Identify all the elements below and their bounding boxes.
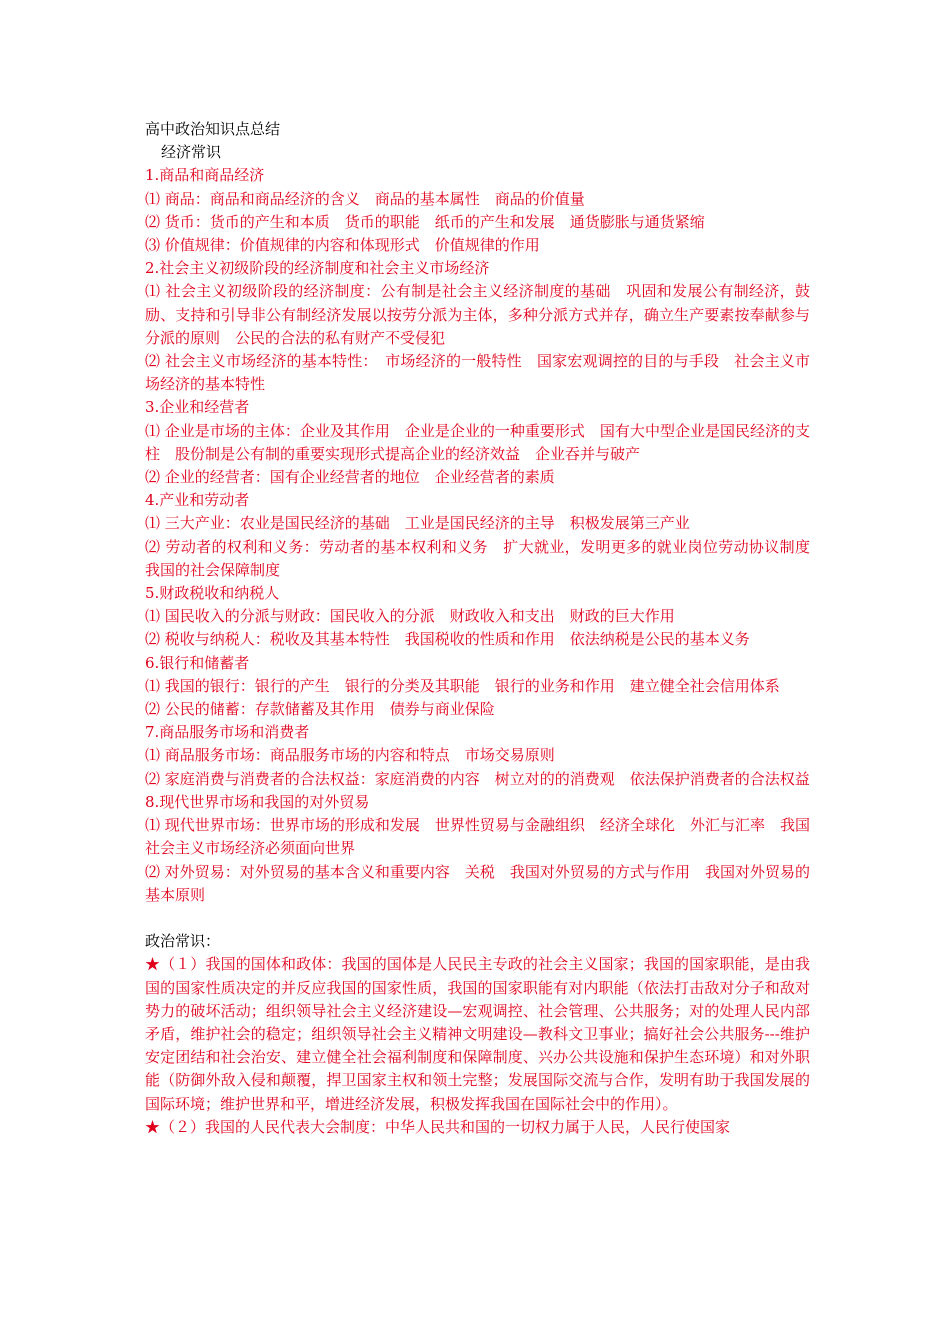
section-item: ⑶ 价值规律：价值规律的内容和体现形式 价值规律的作用 bbox=[145, 236, 540, 255]
document-page bbox=[145, 118, 826, 1139]
section-item: ⑵ 劳动者的权利和义务：劳动者的基本权利和义务 扩大就业，发明更多的就业岗位劳动协议制度 我国的社会保障制度 bbox=[145, 537, 826, 579]
economics-section-6 bbox=[145, 652, 810, 722]
section-heading: 6.银行和储蓄者 bbox=[145, 653, 250, 672]
economics-section-3 bbox=[145, 396, 810, 489]
economics-section-5 bbox=[145, 582, 810, 652]
economics-section-4 bbox=[145, 489, 826, 582]
section-item: ⑴ 现代世界市场：世界市场的形成和发展 世界性贸易与金融组织 经济全球化 外汇与汇率 我国社会主义市场经济必须面向世界 bbox=[145, 816, 810, 858]
section-item: ⑵ 对外贸易：对外贸易的基本含义和重要内容 关税 我国对外贸易的方式与作用 我国对外贸易的基本原则 bbox=[145, 862, 810, 904]
economics-section-2 bbox=[145, 257, 810, 396]
section-item: ⑴ 商品服务市场：商品服务市场的内容和特点 市场交易原则 bbox=[145, 746, 555, 765]
section-heading: 1.商品和商品经济 bbox=[145, 166, 265, 185]
section-item: ⑵ 公民的储蓄：存款储蓄及其作用 债券与商业保险 bbox=[145, 700, 495, 719]
economics-section-7 bbox=[145, 721, 810, 791]
section-heading: 8.现代世界市场和我国的对外贸易 bbox=[145, 792, 370, 811]
section-item: ⑵ 货币：货币的产生和本质 货币的职能 纸币的产生和发展 通货膨胀与通货紧缩 bbox=[145, 212, 705, 231]
section-item: ⑴ 社会主义初级阶段的经济制度：公有制是社会主义经济制度的基础 巩固和发展公有制经济，鼓励、支持和引导非公有制经济发展以按劳分派为主体，多种分派方式并存，确立生产要素按奉献参与分派的原则 公民的合法的私有财产不受侵犯 bbox=[145, 282, 810, 347]
economics-section-1 bbox=[145, 164, 810, 257]
politics-heading: 政治常识： bbox=[145, 932, 221, 951]
blank-line bbox=[145, 907, 810, 930]
politics-section bbox=[145, 930, 810, 1139]
section-item: ⑴ 我国的银行：银行的产生 银行的分类及其职能 银行的业务和作用 建立健全社会信用体系 bbox=[145, 676, 780, 695]
section-item: ⑵ 家庭消费与消费者的合法权益：家庭消费的内容 树立对的的消费观 依法保护消费者的合法权益 bbox=[145, 769, 810, 788]
section-item: ⑵ 社会主义市场经济的基本特性： 市场经济的一般特性 国家宏观调控的目的与手段 社会主义市场经济的基本特性 bbox=[145, 352, 810, 394]
section-heading: 7.商品服务市场和消费者 bbox=[145, 723, 310, 742]
politics-item: ★（１）我国的国体和政体：我国的国体是人民民主专政的社会主义国家；我国的国家职能，是由我国的国家性质决定的并反应我国的国家性质，我国的国家职能有对内职能（依法打击敌对分子和敌对势力的破坏活动；组织领导社会主义经济建设—宏观调控、社会管理、公共服务；对的处理人民内部矛盾，维护社会的稳定；组织领导社会主义精神文明建设—教科文卫事业；搞好社会公共服务---维护安定团结和社会治安、建立健全社会福利制度和保障制度、兴办公共设施和保护生态环境）和对外职能（防御外敌入侵和颠覆，捍卫国家主权和领土完整；发展国际交流与合作，发明有助于我国发展的国际环境；维护世界和平，增进经济发展，积极发挥我国在国际社会中的作用）。 bbox=[145, 955, 810, 1113]
politics-item: ★（２）我国的人民代表大会制度：中华人民共和国的一切权力属于人民，人民行使国家 bbox=[145, 1117, 731, 1136]
section-item: ⑴ 商品：商品和商品经济的含义 商品的基本属性 商品的价值量 bbox=[145, 189, 585, 208]
section-item: ⑵ 税收与纳税人：税收及其基本特性 我国税收的性质和作用 依法纳税是公民的基本义务 bbox=[145, 630, 750, 649]
section-heading: 3.企业和经营者 bbox=[145, 398, 250, 417]
section-item: ⑴ 三大产业：农业是国民经济的基础 工业是国民经济的主导 积极发展第三产业 bbox=[145, 514, 690, 533]
economics-section-8 bbox=[145, 791, 810, 907]
document-title: 高中政治知识点总结 bbox=[145, 120, 281, 138]
section-item: ⑴ 企业是市场的主体：企业及其作用 企业是企业的一种重要形式 国有大中型企业是国民经济的支柱 股份制是公有制的重要实现形式提高企业的经济效益 企业吞并与破产 bbox=[145, 421, 810, 463]
section-item: ⑴ 国民收入的分派与财政：国民收入的分派 财政收入和支出 财政的巨大作用 bbox=[145, 607, 675, 626]
section-heading: 2.社会主义初级阶段的经济制度和社会主义市场经济 bbox=[145, 259, 490, 278]
section-heading: 5.财政税收和纳税人 bbox=[145, 584, 280, 603]
document-subtitle: 经济常识 bbox=[161, 143, 222, 162]
section-heading: 4.产业和劳动者 bbox=[145, 491, 250, 510]
section-item: ⑵ 企业的经营者：国有企业经营者的地位 企业经营者的素质 bbox=[145, 468, 555, 487]
